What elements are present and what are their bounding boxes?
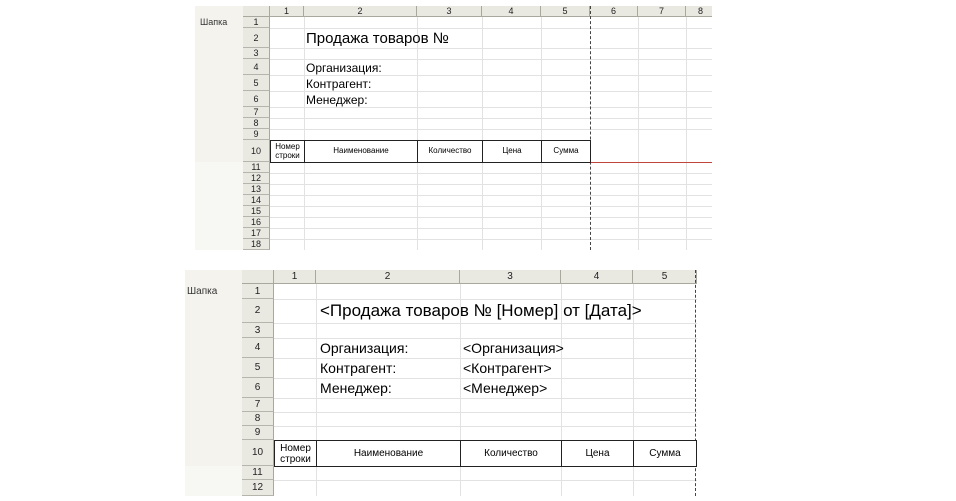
- top-row-header[interactable]: 15: [243, 206, 270, 217]
- header-price[interactable]: Цена: [561, 440, 634, 467]
- bottom-col-header[interactable]: 5: [633, 270, 697, 284]
- gridline: [270, 107, 712, 108]
- top-row-header[interactable]: 1: [243, 17, 270, 28]
- top-col-header[interactable]: 7: [638, 6, 686, 17]
- gridline: [270, 173, 712, 174]
- top-col-header[interactable]: 6: [590, 6, 638, 17]
- bottom-col-header[interactable]: 4: [561, 270, 633, 284]
- gridline: [270, 206, 712, 207]
- top-col-header[interactable]: 2: [304, 6, 417, 17]
- bottom-col-header[interactable]: 2: [316, 270, 460, 284]
- header-sum[interactable]: Сумма: [541, 140, 591, 163]
- header-quantity[interactable]: Количество: [417, 140, 483, 163]
- gridline: [638, 17, 639, 250]
- top-row-header[interactable]: 18: [243, 239, 270, 250]
- bottom-row-header[interactable]: 7: [242, 398, 274, 412]
- gridline: [270, 59, 712, 60]
- header-name[interactable]: Наименование: [316, 440, 461, 467]
- gridline: [270, 129, 712, 130]
- bottom-row-header[interactable]: 6: [242, 378, 274, 398]
- bottom-row-header[interactable]: 8: [242, 412, 274, 426]
- organization-parameter: <Организация>: [463, 340, 564, 356]
- top-row-header[interactable]: 5: [243, 75, 270, 91]
- bottom-row-header[interactable]: 3: [242, 323, 274, 338]
- top-section-column-empty: [195, 162, 244, 250]
- bottom-section-column: [185, 270, 243, 466]
- header-row-number[interactable]: Номер строки: [274, 440, 317, 467]
- top-row-header[interactable]: 3: [243, 48, 270, 59]
- counterparty-label: Контрагент:: [320, 360, 397, 376]
- gridline: [270, 28, 712, 29]
- top-template-sheet: [195, 6, 712, 250]
- manager-label: Менеджер:: [306, 93, 368, 107]
- organization-label: Организация:: [306, 61, 382, 75]
- counterparty-parameter: <Контрагент>: [463, 360, 552, 376]
- bottom-row-header[interactable]: 1: [242, 284, 274, 299]
- gridline: [270, 239, 712, 240]
- gridline: [270, 195, 712, 196]
- counterparty-label: Контрагент:: [306, 77, 372, 91]
- top-row-header[interactable]: 6: [243, 91, 270, 107]
- bottom-section-column-empty: [185, 466, 243, 496]
- top-col-header[interactable]: 4: [482, 6, 541, 17]
- top-row-header[interactable]: 12: [243, 173, 270, 184]
- bottom-corner-cell: [242, 270, 274, 284]
- top-row-header[interactable]: 14: [243, 195, 270, 206]
- top-col-header[interactable]: 3: [417, 6, 482, 17]
- page-break-line: [590, 6, 591, 250]
- gridline: [686, 17, 687, 250]
- top-section-label: Шапка: [200, 17, 228, 27]
- top-row-header[interactable]: 9: [243, 129, 270, 140]
- top-row-header[interactable]: 4: [243, 59, 270, 75]
- bottom-col-header[interactable]: 3: [460, 270, 561, 284]
- bottom-row-header[interactable]: 10: [242, 440, 274, 466]
- document-title: Продажа товаров №: [306, 30, 449, 47]
- gridline: [304, 17, 305, 250]
- bottom-row-header[interactable]: 4: [242, 338, 274, 358]
- bottom-row-header[interactable]: 5: [242, 358, 274, 378]
- gridline: [482, 17, 483, 250]
- header-price[interactable]: Цена: [482, 140, 542, 163]
- manager-label: Менеджер:: [320, 380, 392, 396]
- top-row-header[interactable]: 16: [243, 217, 270, 228]
- top-row-header[interactable]: 17: [243, 228, 270, 239]
- gridline: [270, 217, 712, 218]
- top-row-header[interactable]: 10: [243, 140, 270, 162]
- gridline: [270, 48, 712, 49]
- header-name[interactable]: Наименование: [304, 140, 418, 163]
- bottom-row-header[interactable]: 12: [242, 480, 274, 496]
- header-quantity[interactable]: Количество: [460, 440, 562, 467]
- gridline: [270, 75, 712, 76]
- gridline: [270, 184, 712, 185]
- bottom-col-header[interactable]: 1: [274, 270, 316, 284]
- manager-parameter: <Менеджер>: [463, 380, 548, 396]
- top-row-header[interactable]: 11: [243, 162, 270, 173]
- bottom-row-header[interactable]: 2: [242, 299, 274, 323]
- gridline: [270, 91, 712, 92]
- gridline: [270, 228, 712, 229]
- top-col-header[interactable]: 5: [541, 6, 590, 17]
- top-col-header[interactable]: 1: [270, 6, 304, 17]
- bottom-row-header[interactable]: 11: [242, 466, 274, 480]
- gridline: [270, 118, 712, 119]
- top-corner-cell: [243, 6, 270, 17]
- top-row-header[interactable]: 2: [243, 28, 270, 48]
- top-row-header[interactable]: 13: [243, 184, 270, 195]
- top-col-header[interactable]: 8: [686, 6, 712, 17]
- top-section-column: [195, 6, 244, 162]
- bottom-section-label: Шапка: [187, 286, 218, 297]
- document-title: <Продажа товаров № [Номер] от [Дата]>: [320, 301, 642, 320]
- gridline: [541, 17, 542, 250]
- top-row-header[interactable]: 7: [243, 107, 270, 118]
- organization-label: Организация:: [320, 340, 409, 356]
- header-row-number[interactable]: Номер строки: [270, 140, 305, 163]
- top-row-header[interactable]: 8: [243, 118, 270, 129]
- gridline: [417, 17, 418, 250]
- bottom-template-sheet: [185, 270, 697, 496]
- bottom-row-header[interactable]: 9: [242, 426, 274, 440]
- header-sum[interactable]: Сумма: [633, 440, 697, 467]
